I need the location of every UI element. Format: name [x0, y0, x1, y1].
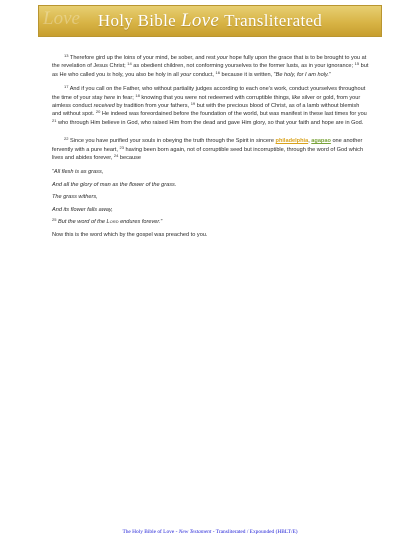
verse-number: 24 — [113, 153, 119, 159]
title-love: Love — [180, 10, 220, 31]
verse-number: 22 — [64, 136, 69, 142]
poem-line: The grass withers, — [52, 194, 98, 201]
italic-word: received — [93, 103, 115, 110]
verse-text: He indeed was foreordained before the foundation of the world, but was manifest in these last times for you — [100, 111, 367, 118]
open-quote: “ — [52, 169, 54, 176]
title-transliterated: Transliterated — [224, 11, 323, 30]
poem-text: But the word of the — [56, 219, 107, 226]
verse-text: ” — [328, 71, 331, 78]
verse-number: 25 — [52, 217, 57, 223]
verse-text: Since you have purified your souls in obeying the truth through the Spirit in sincere — [68, 138, 276, 145]
closing-line: Now this is the word which by the gospel was preached to you. — [52, 231, 208, 238]
verse-text: silver or gold, from your aimless conduct — [52, 94, 361, 110]
verse-text: knowing that you were not redeemed with corruptible things, — [139, 94, 292, 101]
verse-number: 19 — [190, 101, 196, 107]
verse-text: but with the precious blood of Christ, as of a lamb without blemish and without spot. — [52, 103, 360, 118]
italic-word: is — [106, 71, 111, 78]
verse-text: , — [308, 138, 312, 145]
verse-text: Therefore gird up the loins of your mind, be sober, and rest — [69, 55, 217, 61]
passage-body — [52, 54, 370, 245]
footer — [0, 529, 420, 535]
quotation: Be holy, for I am holy. — [275, 71, 329, 78]
verse-number: 21 — [52, 117, 57, 123]
verse-text: because it is written, “ — [219, 71, 276, 78]
poem-line: And its flower falls away, — [52, 206, 113, 213]
poem-line — [52, 218, 370, 226]
quoted-poem — [52, 168, 370, 226]
verse-text: And if you call on the Father, who without partiality judges according to each one’s work, conduct yourselves throughout the time of your stay — [52, 86, 366, 101]
title-holy-bible: Holy Bible — [97, 11, 176, 30]
verse-text: conduct, — [191, 71, 214, 78]
italic-word: your — [180, 71, 192, 78]
paragraph-17-21 — [52, 85, 370, 127]
verse-number: 13 — [64, 53, 69, 58]
verse-text: by tradition from your fathers, — [114, 103, 190, 110]
lord-small-caps: Lord — [106, 219, 119, 226]
verse-number: 23 — [119, 144, 124, 150]
verse-text: one another fervently with a pure heart, — [52, 138, 363, 153]
verse-text: but as He who called you — [52, 63, 369, 78]
footer-text: - Transliterated / Expounded (HBLT/E) — [211, 529, 298, 535]
verse-number: 15 — [354, 61, 360, 67]
italic-word: here — [103, 94, 116, 101]
verse-number: 14 — [127, 61, 132, 67]
philadelphia-link[interactable]: philadelphia — [275, 138, 309, 145]
poem-line: And all the glory of man as the flower of the grass. — [52, 181, 177, 188]
verse-text: as obedient children, not conforming yourselves to the former lusts, as in your ignorance; — [131, 63, 354, 70]
footer-text: The Holy Bible of Love - — [122, 529, 179, 535]
verse-number: 16 — [215, 69, 220, 75]
poem-text: All flesh is as grass, — [53, 169, 104, 176]
verse-number: 17 — [64, 84, 69, 90]
verse-text: because — [118, 155, 142, 162]
agapao-link[interactable]: agapao — [311, 138, 331, 145]
banner-title — [98, 10, 322, 32]
banner-watermark: Love — [43, 8, 80, 29]
verse-text: hope fully upon the grace that is to be brought to you at the revelation of Jesus Christ; — [52, 55, 367, 70]
poem-line — [52, 168, 370, 176]
close-quote: ” — [160, 219, 163, 226]
italic-word: your — [216, 55, 228, 61]
verse-number: 20 — [95, 109, 101, 115]
verse-number: 18 — [135, 92, 140, 98]
header-banner — [38, 5, 382, 37]
verse-text: holy, you also be holy in all — [110, 71, 181, 78]
verse-text: having been born again, not of corruptible seed but incorruptible, through the word of God which lives and abides forever, — [52, 146, 364, 162]
paragraph-13-16 — [52, 54, 370, 79]
verse-text: who through Him believe in God, who raised Him from the dead and gave Him glory, so that your faith and hope are in God. — [56, 119, 364, 126]
poem-text: endures forever. — [118, 219, 161, 226]
footer-new-testament: New Testament — [178, 529, 212, 535]
verse-text: in fear; — [115, 94, 134, 101]
paragraph-22-24 — [52, 137, 370, 162]
italic-word: like — [291, 94, 301, 101]
